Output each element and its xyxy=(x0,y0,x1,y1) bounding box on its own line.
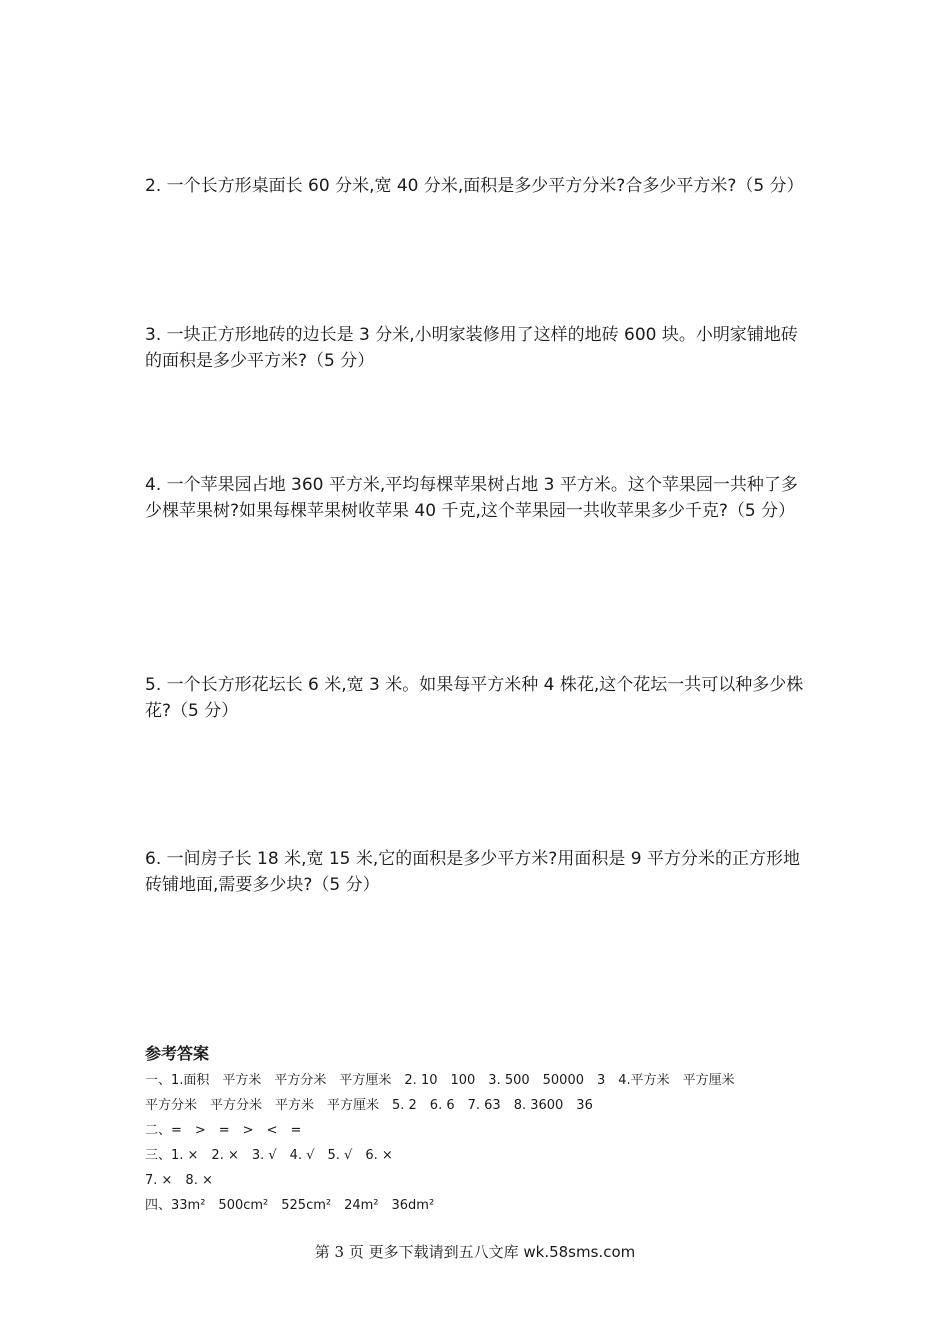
footer-text: 第 3 页 更多下载请到五八文库 xyxy=(314,1243,524,1261)
answer-line-1: 一、1.面积 平方米 平方分米 平方厘米 2. 10 100 3. 500 50000 3 4.平方米 平方厘米 xyxy=(145,1073,735,1088)
answer-line-6: 四、33m² 500cm² 525cm² 24m² 36dm² xyxy=(145,1198,435,1213)
question-6: 6. 一间房子长 18 米,宽 15 米,它的面积是多少平方米?用面积是 9 平方分米的正方形地砖铺地面,需要多少块?（5 分） xyxy=(145,849,800,895)
answer-line-5: 7. × 8. × xyxy=(145,1173,213,1188)
answer-key xyxy=(145,1042,825,1218)
answer-line-2: 平方分米 平方分米 平方米 平方厘米 5. 2 6. 6 7. 63 8. 3600 36 xyxy=(145,1098,593,1113)
answer-key-title: 参考答案 xyxy=(145,1044,210,1063)
question-4: 4. 一个苹果园占地 360 平方米,平均每棵苹果树占地 3 平方米。这个苹果园一共种了多少棵苹果树?如果每棵苹果树收苹果 40 千克,这个苹果园一共收苹果多少千克?（5 分） xyxy=(145,475,798,521)
question-2: 2. 一个长方形桌面长 60 分米,宽 40 分米,面积是多少平方分米?合多少平方米?（5 分） xyxy=(145,176,804,196)
question-5: 5. 一个长方形花坛长 6 米,宽 3 米。如果每平方米种 4 株花,这个花坛一共可以种多少株花?（5 分） xyxy=(145,675,804,721)
page-footer xyxy=(0,1241,950,1263)
answer-line-4: 三、1. × 2. × 3. √ 4. √ 5. √ 6. × xyxy=(145,1148,393,1163)
question-3: 3. 一块正方形地砖的边长是 3 分米,小明家装修用了这样的地砖 600 块。小明家铺地砖的面积是多少平方米?（5 分） xyxy=(145,325,798,371)
answer-line-3: 二、= > = > < = xyxy=(145,1123,302,1138)
footer-url[interactable]: wk.58sms.com xyxy=(523,1243,636,1261)
